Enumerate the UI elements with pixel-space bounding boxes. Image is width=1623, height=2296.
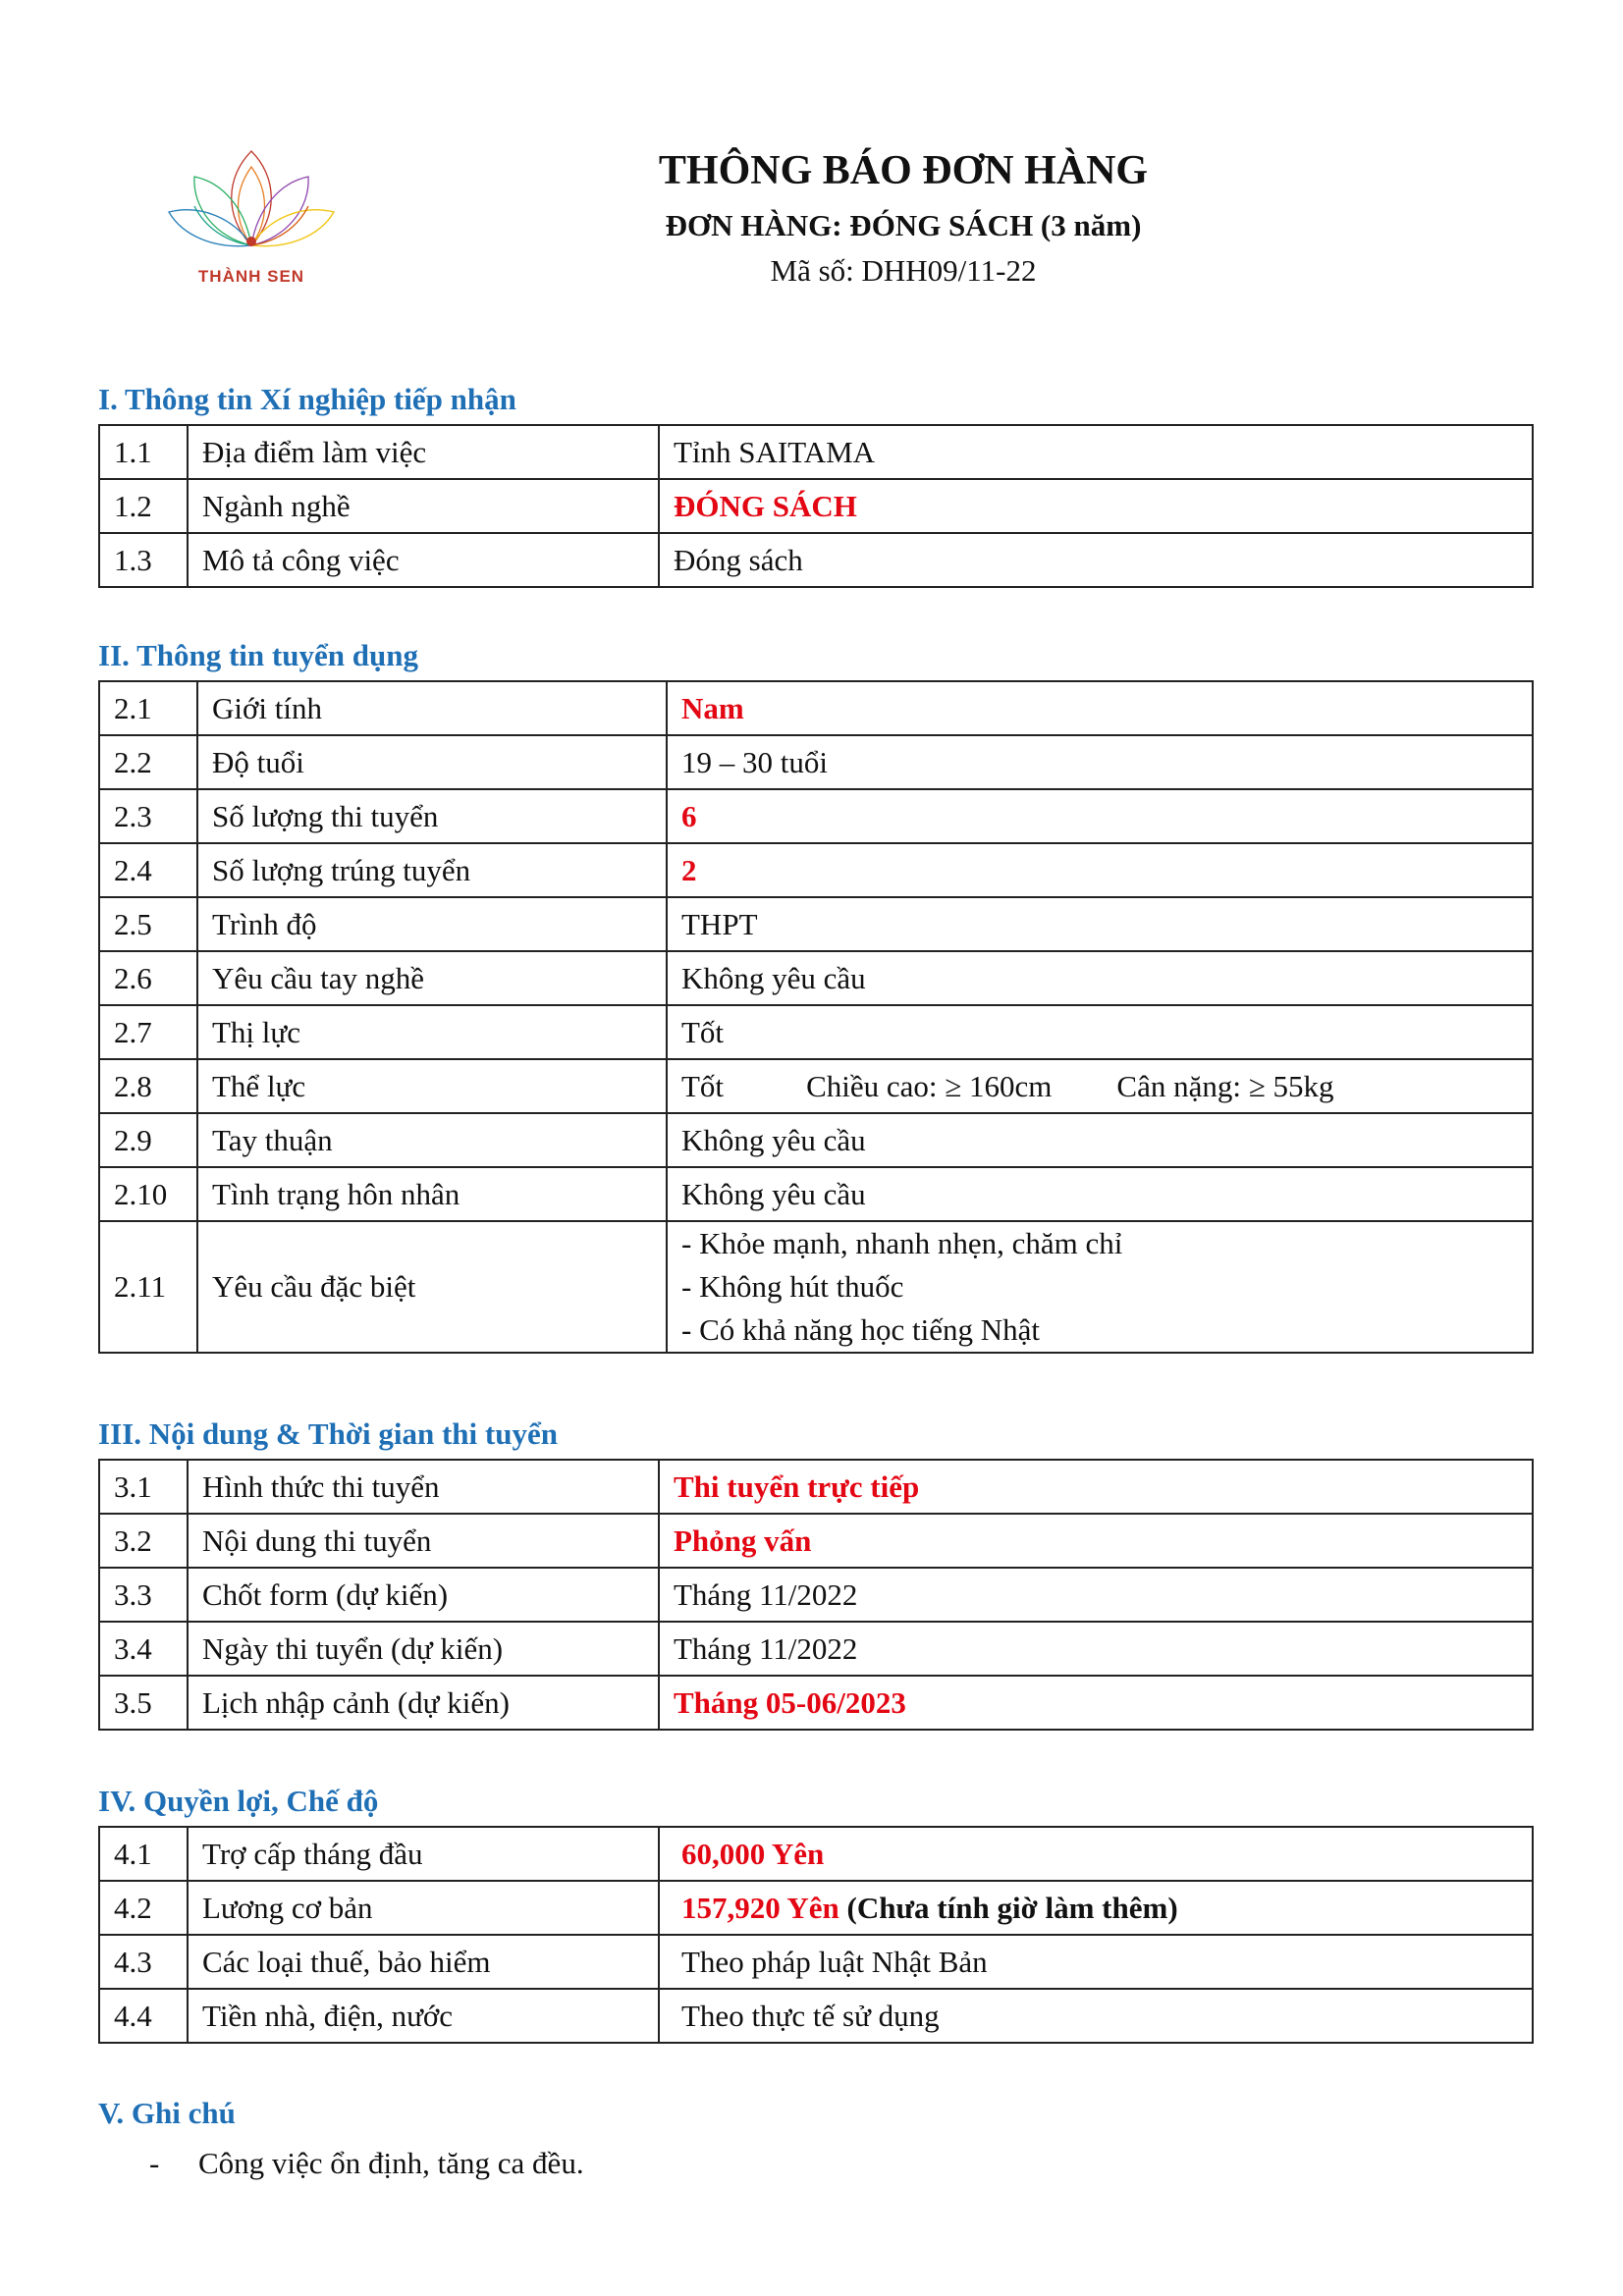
note-text: Công việc ổn định, tăng ca đều. [198,2146,584,2180]
logo-text: THÀNH SEN [197,267,305,286]
section-3-table [98,1459,1534,1731]
row-value: Không yêu cầu [667,1167,1533,1221]
row-value: Tháng 05-06/2023 [659,1676,1533,1730]
row-label: Số lượng thi tuyển [197,789,667,843]
section-4-table [98,1826,1534,2044]
table-row [99,1881,1533,1935]
table-row [99,1005,1533,1059]
table-row [99,1059,1533,1113]
row-value: Không yêu cầu [667,1113,1533,1167]
row-number: 2.11 [99,1221,197,1353]
row-label: Lịch nhập cảnh (dự kiến) [188,1676,659,1730]
row-number: 4.2 [99,1881,188,1935]
lotus-icon [165,147,338,265]
row-number: 4.4 [99,1989,188,2043]
table-row [99,1167,1533,1221]
table-row [99,1989,1533,2043]
table-row [99,425,1533,479]
row-value [659,1881,1533,1935]
order-code: Mã số: DHH09/11-22 [770,253,1037,288]
row-value: Thi tuyển trực tiếp [659,1460,1533,1514]
salary-note: (Chưa tính giờ làm thêm) [846,1890,1178,1925]
section-2-title: II. Thông tin tuyển dụng [98,638,418,672]
row-number: 3.2 [99,1514,188,1568]
table-row [99,1622,1533,1676]
row-label: Thị lực [197,1005,667,1059]
row-value: ĐÓNG SÁCH [659,479,1533,533]
row-value: 6 [667,789,1533,843]
row-label: Trình độ [197,897,667,951]
special-requirement-line: - Có khả năng học tiếng Nhật [681,1312,1041,1347]
row-label: Các loại thuế, bảo hiểm [188,1935,659,1989]
table-row [99,897,1533,951]
row-label: Địa điểm làm việc [188,425,659,479]
row-value: 2 [667,843,1533,897]
row-value: Tháng 11/2022 [659,1568,1533,1622]
row-number: 3.1 [99,1460,188,1514]
row-value: Nam [667,681,1533,735]
special-requirement-line: - Không hút thuốc [681,1269,904,1304]
special-requirement-line: - Khỏe mạnh, nhanh nhẹn, chăm chỉ [681,1226,1123,1260]
row-number: 2.5 [99,897,197,951]
physical-value: Tốt [681,1068,725,1103]
section-1-table [98,424,1534,588]
table-row [99,789,1533,843]
row-label: Thể lực [197,1059,667,1113]
weight-requirement: Cân nặng: ≥ 55kg [1116,1068,1334,1103]
row-label: Yêu cầu tay nghề [197,951,667,1005]
row-number: 2.2 [99,735,197,789]
page-subtitle: ĐƠN HÀNG: ĐÓNG SÁCH (3 năm) [665,208,1142,242]
table-row [99,533,1533,587]
table-row [99,735,1533,789]
row-label: Chốt form (dự kiến) [188,1568,659,1622]
row-number: 1.3 [99,533,188,587]
table-row [99,1514,1533,1568]
table-row [99,681,1533,735]
section-1-title: I. Thông tin Xí nghiệp tiếp nhận [98,382,516,416]
row-number: 1.2 [99,479,188,533]
row-number: 2.7 [99,1005,197,1059]
row-number: 2.6 [99,951,197,1005]
salary-value: 157,920 Yên [681,1890,839,1925]
row-number: 1.1 [99,425,188,479]
row-value [667,1059,1533,1113]
table-row [99,1568,1533,1622]
row-number: 2.10 [99,1167,197,1221]
row-value: Tháng 11/2022 [659,1622,1533,1676]
row-value: Không yêu cầu [667,951,1533,1005]
row-label: Tiền nhà, điện, nước [188,1989,659,2043]
row-label: Ngành nghề [188,479,659,533]
row-value: Phỏng vấn [659,1514,1533,1568]
row-number: 2.4 [99,843,197,897]
row-label: Yêu cầu đặc biệt [197,1221,667,1353]
row-label: Trợ cấp tháng đầu [188,1827,659,1881]
row-number: 3.5 [99,1676,188,1730]
row-number: 2.8 [99,1059,197,1113]
row-value: Tốt [667,1005,1533,1059]
row-value: THPT [667,897,1533,951]
row-label: Hình thức thi tuyển [188,1460,659,1514]
row-label: Lương cơ bản [188,1881,659,1935]
row-value: Theo thực tế sử dụng [659,1989,1533,2043]
table-row [99,1827,1533,1881]
table-row [99,843,1533,897]
row-value: Đóng sách [659,533,1533,587]
page-title: THÔNG BÁO ĐƠN HÀNG [658,148,1149,193]
table-row [99,479,1533,533]
section-2-table [98,680,1534,1354]
row-number: 4.1 [99,1827,188,1881]
bullet-dash: - [149,2146,160,2180]
row-label: Tình trạng hôn nhân [197,1167,667,1221]
table-row [99,1113,1533,1167]
row-label: Giới tính [197,681,667,735]
row-number: 3.4 [99,1622,188,1676]
section-3-title: III. Nội dung & Thời gian thi tuyển [98,1416,558,1451]
row-value: Tỉnh SAITAMA [659,425,1533,479]
row-number: 3.3 [99,1568,188,1622]
row-label: Mô tả công việc [188,533,659,587]
row-value: 60,000 Yên [659,1827,1533,1881]
table-row [99,1460,1533,1514]
row-label: Số lượng trúng tuyển [197,843,667,897]
section-4-title: IV. Quyền lợi, Chế độ [98,1784,379,1818]
row-value: 19 – 30 tuổi [667,735,1533,789]
row-number: 2.1 [99,681,197,735]
section-5-title: V. Ghi chú [98,2096,236,2130]
row-value [667,1221,1533,1353]
height-requirement: Chiều cao: ≥ 160cm [806,1068,1053,1103]
table-row [99,1676,1533,1730]
row-label: Ngày thi tuyển (dự kiến) [188,1622,659,1676]
row-label: Độ tuổi [197,735,667,789]
table-row [99,1221,1533,1353]
row-value: Theo pháp luật Nhật Bản [659,1935,1533,1989]
row-label: Tay thuận [197,1113,667,1167]
company-logo [165,147,338,294]
row-number: 4.3 [99,1935,188,1989]
table-row [99,951,1533,1005]
row-number: 2.9 [99,1113,197,1167]
row-number: 2.3 [99,789,197,843]
table-row [99,1935,1533,1989]
row-label: Nội dung thi tuyển [188,1514,659,1568]
